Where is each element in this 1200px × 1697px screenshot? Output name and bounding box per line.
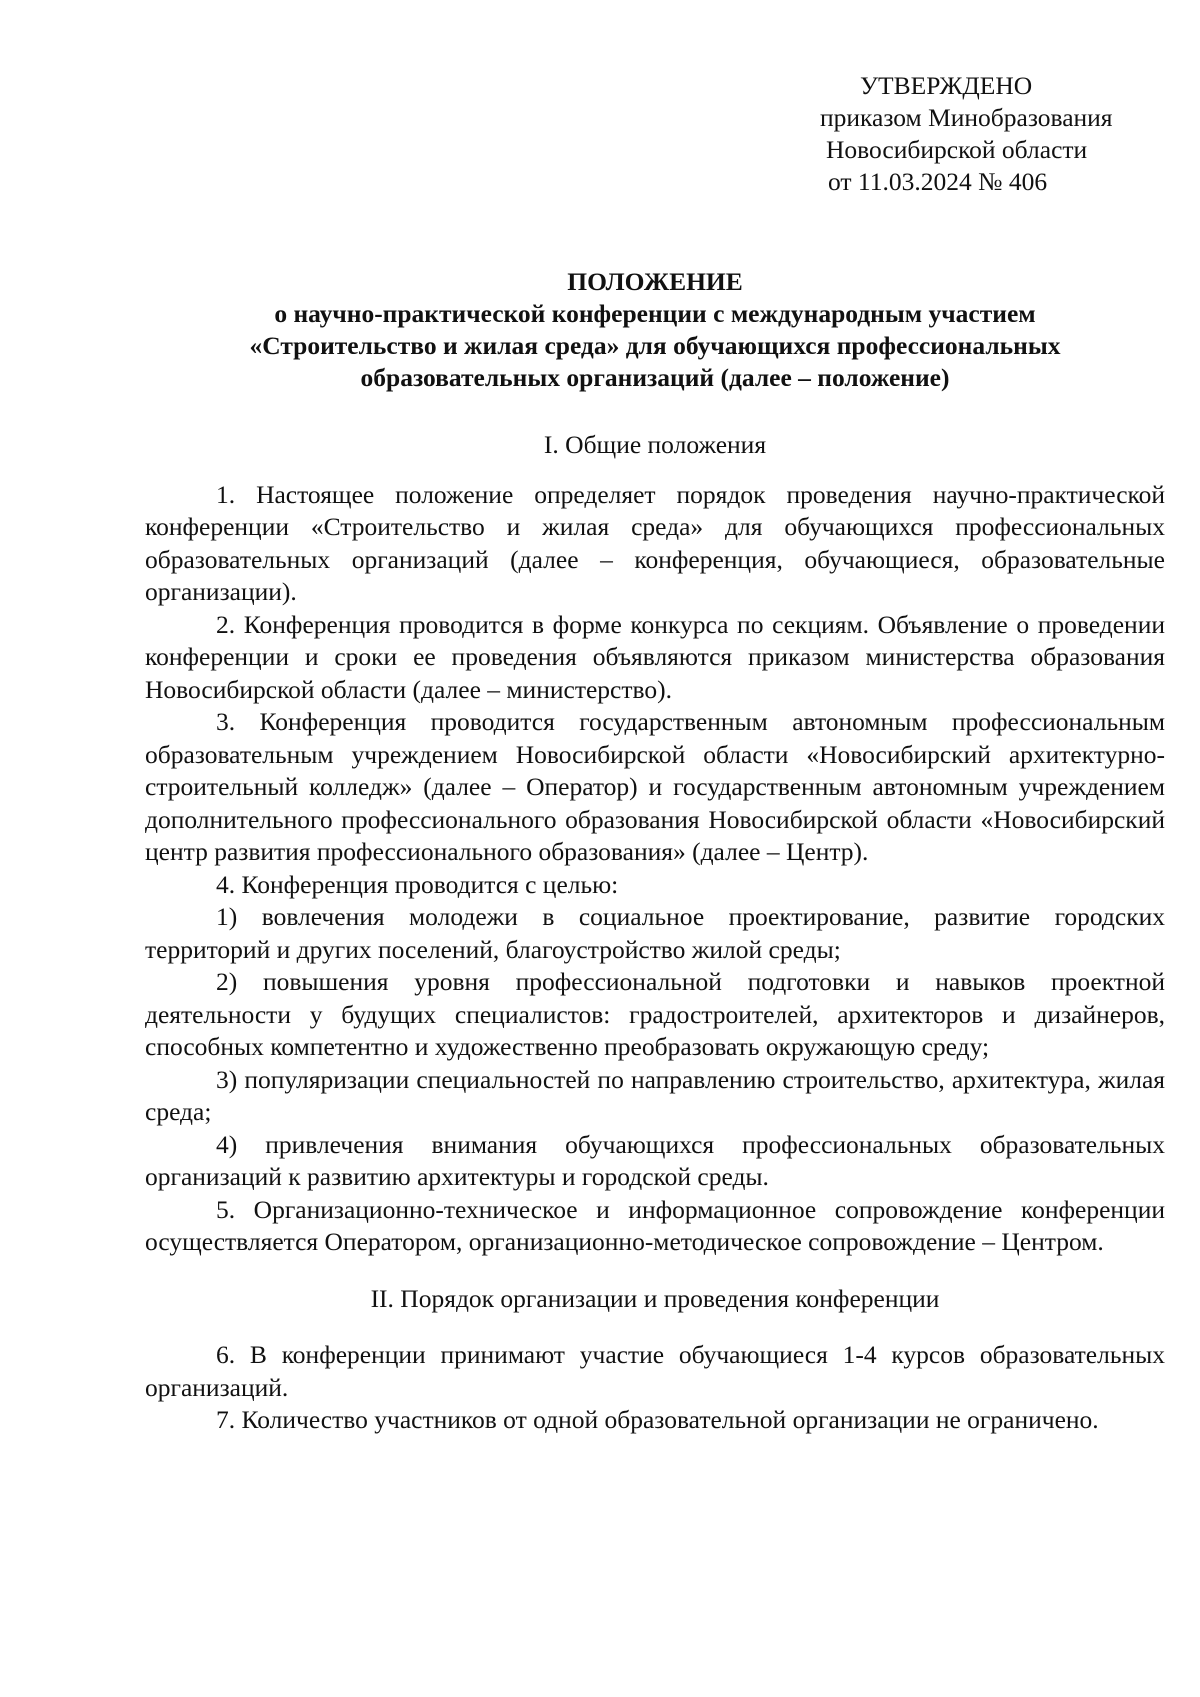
title-line: «Строительство и жилая среда» для обучающихся профессиональных xyxy=(249,331,1061,360)
approval-label: УТВЕРЖДЕНО xyxy=(860,71,1033,100)
paragraph: 2. Конференция проводится в форме конкурса по секциям. Объявление о проведении конференции и сроки ее проведения объявляются приказом министерства образования Новосибирской области (далее – министерство). xyxy=(145,609,1165,704)
document-body xyxy=(145,429,1165,1437)
approval-region: Новосибирской области xyxy=(826,135,1088,164)
approval-order: приказом Минобразования xyxy=(820,103,1113,132)
paragraph: 4. Конференция проводится с целью: xyxy=(216,869,619,899)
document-title xyxy=(145,266,1165,394)
paragraph: 7. Количество участников от одной образовательной организации не ограничено. xyxy=(216,1405,1099,1434)
list-item: 1) вовлечения молодежи в социальное проектирование, развитие городских территорий и других поселений, благоустройство жилой среды; xyxy=(145,902,1165,964)
paragraph: 1. Настоящее положение определяет порядок проведения научно-практической конференции «Строительство и жилая среда» для обучающихся профессиональных образовательных организаций (далее – конференция, обучающиеся, образовательные организации). xyxy=(145,479,1165,606)
title-heading: ПОЛОЖЕНИЕ xyxy=(567,267,743,296)
list-item: 4) привлечения внимания обучающихся профессиональных образовательных организаций к развитию архитектуры и городской среды. xyxy=(145,1129,1165,1191)
paragraph: 5. Организационно-техническое и информационное сопровождение конференции осуществляется Оператором, организационно-методическое сопровождение – Центром. xyxy=(145,1194,1165,1256)
section-heading: I. Общие положения xyxy=(543,430,767,459)
approval-stamp xyxy=(820,70,1180,198)
paragraph: 6. В конференции принимают участие обучающиеся 1-4 курсов образовательных организаций. xyxy=(145,1340,1165,1402)
title-line: о научно-практической конференции с международным участием xyxy=(274,299,1036,328)
title-line: образовательных организаций (далее – положение) xyxy=(360,363,950,392)
paragraph: 3. Конференция проводится государственным автономным профессиональным образовательным учреждением Новосибирской области «Новосибирский архитектурно-строительный колледж» (далее – Оператор) и государственным автономным учреждением дополнительного профессионального образования Новосибирской области «Новосибирский центр развития профессионального образования» (далее – Центр). xyxy=(145,707,1165,866)
list-item: 2) повышения уровня профессиональной подготовки и навыков проектной деятельности у будущих специалистов: градостроителей, архитекторов и дизайнеров, способных компетентно и художественно преобразовать окружающую среду; xyxy=(145,967,1165,1061)
section-heading: II. Порядок организации и проведения конференции xyxy=(370,1283,940,1313)
list-item: 3) популяризации специальностей по направлению строительство, архитектура, жилая среда; xyxy=(145,1064,1165,1126)
approval-date-number: от 11.03.2024 № 406 xyxy=(828,167,1048,196)
